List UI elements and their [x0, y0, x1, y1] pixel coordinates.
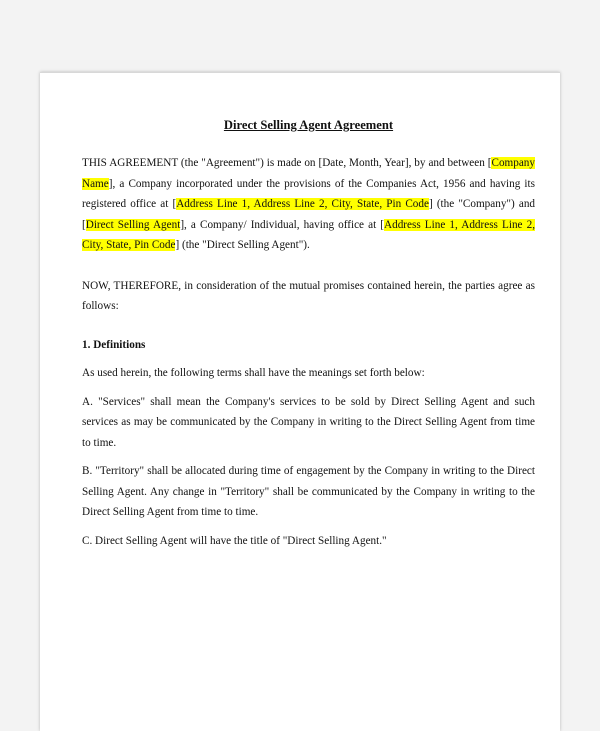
definition-item-territory: B. "Territory" shall be allocated during time of engagement by the Company in writing to the Direct Selling Agent. Any change in "Territory" shall be communicated by the Company in writing to the Direct Selling Agent from time to time. — [82, 465, 535, 518]
document-page — [40, 72, 560, 731]
definition-item-title: C. Direct Selling Agent will have the title of "Direct Selling Agent." — [82, 534, 387, 547]
now-therefore-paragraph: NOW, THEREFORE, in consideration of the mutual promises contained herein, the parties agree as follows: — [82, 279, 535, 312]
definition-item-services: A. "Services" shall mean the Company's services to be sold by Direct Selling Agent and such services as may be communicated by the Company in writing to the Direct Selling Agent from time to time. — [82, 395, 535, 449]
intro-text-1: THIS AGREEMENT (the "Agreement") is made on [Date, Month, Year], by and between [ — [82, 157, 492, 169]
intro-text-4: ], a Company/ Individual, having office at [ — [180, 218, 385, 231]
placeholder-company-name: Company Name — [82, 157, 535, 190]
definitions-lead: As used herein, the following terms shall have the meanings set forth below: — [82, 367, 425, 379]
intro-paragraph — [82, 153, 535, 256]
placeholder-agent-address: Address Line 1, Address Line 2, City, State, Pin Code — [82, 218, 536, 251]
intro-text-2: ], a Company incorporated under the provisions of the Companies Act, 1956 and having its registered office at [ — [82, 177, 535, 210]
intro-text-3: ] (the "Company") and [ — [82, 198, 536, 231]
definitions-heading: 1. Definitions — [82, 338, 146, 351]
document-title: Direct Selling Agent Agreement — [223, 118, 394, 132]
placeholder-company-address: Address Line 1, Address Line 2, City, State, Pin Code — [176, 198, 429, 210]
placeholder-agent-name: Direct Selling Agent — [85, 218, 181, 231]
document-content — [82, 117, 535, 551]
intro-text-5: ] (the "Direct Selling Agent"). — [175, 239, 310, 251]
